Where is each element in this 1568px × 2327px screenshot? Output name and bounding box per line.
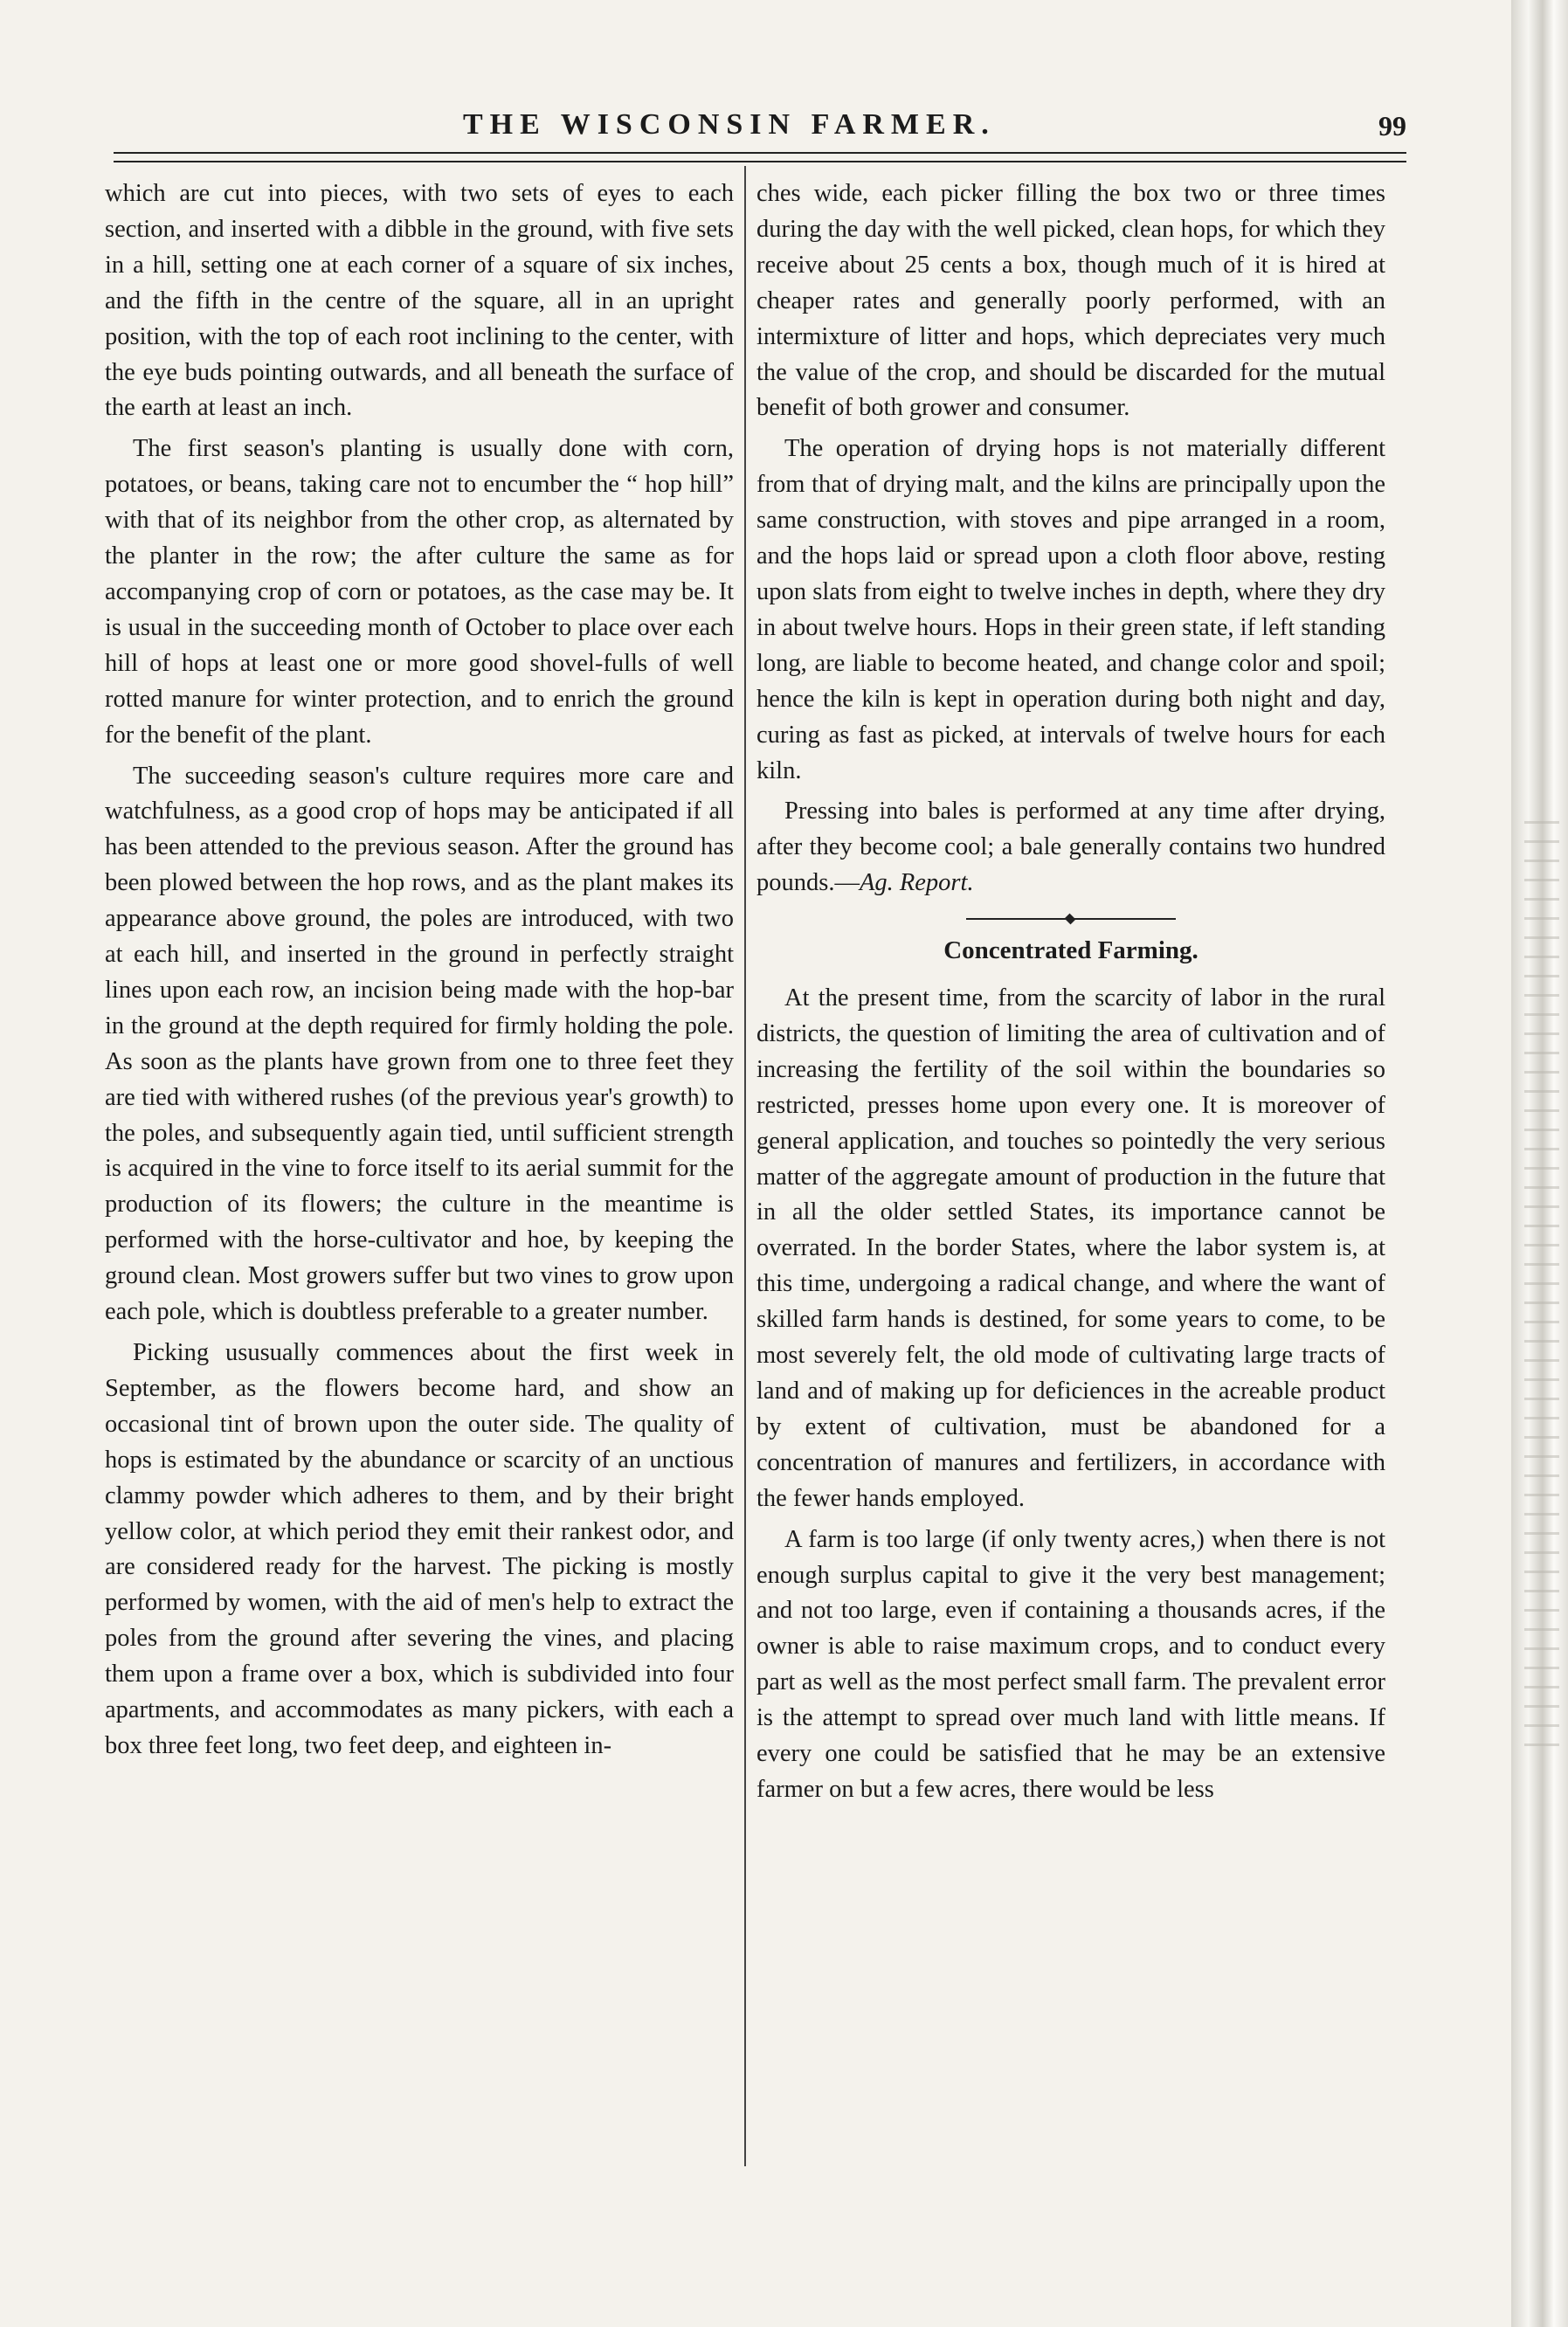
attribution: Ag. Report. [859,869,974,897]
pressing-text: Pressing into bales is performed at any time after drying, after they become cool; a bale generally contains two hundred pounds.— [756,798,1385,897]
paragraph: ches wide, each picker filling the box two or three times during the day with the well picked, clean hops, for which they receive about 25 cents a box, though much of it is hired at cheaper rates and generally poorly performed, with an intermixture of litter and hops, which depreciates very much the value of the crop, and should be discarded for the mutual benefit of both grower and consumer. [756,180,1385,422]
section-heading: Concentrated Farming. [943,936,1198,965]
left-column [105,176,734,1764]
paragraph: The succeeding season's culture requires more care and watchfulness, as a good crop of hops may be anticipated if all has been attended to the previous season. After the ground has been plowed between the hop rows, and as the plant makes its appearance above ground, the poles are introduced, with two at each hill, and inserted in the ground in perfectly straight lines upon each row, an incision being made with the hop-bar in the ground at the depth required for firmly holding the pole. As soon as the plants have grown from one to three feet they are tied with withered rushes (of the previous year's growth) to the poles, and subsequently again tied, until sufficient strength is acquired in the vine to force itself to its aerial summit for the production of its flowers; the culture in the meantime is performed with the horse-cultivator and hoe, by keeping the ground clean. Most growers suffer but two vines to grow upon each pole, which is doubtless preferable to a greater number. [105,762,734,1326]
running-title: THE WISCONSIN FARMER. [463,108,996,141]
header-rule-bottom [114,161,1406,162]
paragraph: The operation of drying hops is not materially different from that of drying malt, and the kilns are principally upon the same construction, with stoves and pipe arranged in a room, and the hops laid or spread upon a cloth floor above, resting upon slats from eight to twelve inches in depth, where they dry in about twelve hours. Hops in their green state, if left standing long, are liable to become heated, and change color and spoil; hence the kiln is kept in operation during both night and day, curing as fast as picked, at intervals of twelve hours for each kiln. [756,435,1385,784]
paragraph: The first season's planting is usually done with corn, potatoes, or beans, taking care not to encumber the “ hop hill” with that of its neighbor from the other crop, as alternated by the planter in the row; the after culture the same as for accompanying crop of corn or potatoes, as the case may be. It is usual in the succeeding month of October to place over each hill of hops at least one or more good shovel-fulls of well rotted manure for winter protection, and to enrich the ground for the benefit of the plant. [105,435,734,749]
page-number: 99 [1378,110,1406,142]
paragraph: Picking ususually commences about the first week in September, as the flowers become hard, and show an occasional tint of brown upon the outer side. The quality of hops is estimated by the abundance or scarcity of an unctious clammy powder which adheres to them, and by their bright yellow color, at which period they emit their rankest odor, and are considered ready for the harvest. The picking is mostly performed by women, with the aid of men's help to extract the poles from the ground after severing the vines, and placing them upon a frame over a box, which is subdivided into four apartments, and accommodates as many pickers, with each a box three feet long, two feet deep, and eighteen in- [105,1339,734,1759]
page-header [114,105,1424,148]
paragraph: A farm is too large (if only twenty acres,) when there is not enough surplus capital to give it the very best management; and not too large, even if containing a thousands acres, if the owner is able to raise maximum crops, and to conduct every part as well as the most perfect small farm. The prevalent error is the attempt to spread over much land with little means. If every one could be satisfied that he may be an extensive farmer on but a few acres, there would be less [756,1525,1385,1803]
paragraph: At the present time, from the scarcity of labor in the rural districts, the question of limiting the area of cultivation and of increasing the fertility of the soil within the boundaries so restricted, presses home upon every one. It is moreover of general application, and touches so pointedly the very serious matter of the aggregate amount of production in the future that in all the older settled States, its importance cannot be overrated. In the border States, where the labor system is, at this time, undergoing a radical change, and where the want of skilled farm hands is destined, for some years to come, to be most severely felt, the old mode of cultivating large tracts of land and of making up for deficiences in the acreable product by extent of cultivation, must be abandoned for a concentration of manures and fertilizers, in accordance with the fewer hands employed. [756,984,1385,1512]
separator-ornament [1065,914,1076,925]
right-column [756,176,1385,1808]
column-divider [744,166,746,2166]
edge-marks [1524,821,1559,1747]
paragraph-pressing [756,794,1385,901]
section-separator [966,914,1176,924]
paragraph: which are cut into pieces, with two sets of eyes to each section, and inserted with a dibble in the ground, with five sets in a hill, setting one at each corner of a square of six inches, and the fifth in the centre of the square, all in an upright position, with the top of each root inclining to the center, with the eye buds pointing outwards, and all beneath the surface of the earth at least an inch. [105,180,734,422]
page-edge [1511,0,1568,2327]
header-rule-top [114,152,1406,154]
